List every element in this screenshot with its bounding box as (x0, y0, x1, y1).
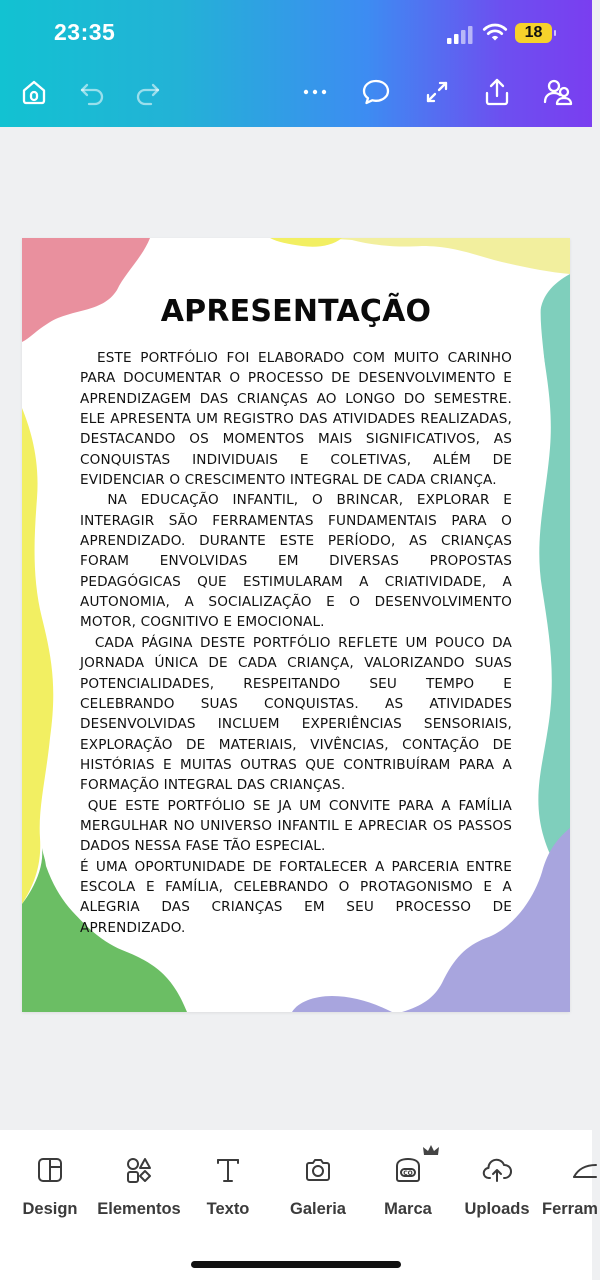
collaborate-button[interactable] (538, 72, 578, 112)
comment-button[interactable] (356, 72, 396, 112)
redo-icon (133, 77, 163, 107)
nav-label: Galeria (290, 1200, 346, 1218)
home-indicator (191, 1261, 401, 1268)
top-bar (0, 0, 592, 127)
nav-text[interactable] (193, 1152, 263, 1222)
design-icon (35, 1155, 65, 1185)
nav-uploads[interactable] (460, 1152, 534, 1222)
camera-icon (303, 1155, 333, 1185)
redo-button[interactable] (128, 72, 168, 112)
nav-label: Elementos (97, 1200, 181, 1218)
crown-icon (422, 1144, 440, 1158)
paragraph: QUE ESTE PORTFÓLIO SE JA UM CONVITE PARA A FAMÍLIA MERGULHAR NO UNIVERSO INFANTIL E APRECIAR OS PASSOS DADOS NESSA FASE TÃO ESPECIAL. (80, 797, 512, 855)
tools-icon (570, 1155, 600, 1185)
share-button[interactable] (477, 72, 517, 112)
nav-tools[interactable] (540, 1152, 598, 1222)
home-button[interactable] (14, 72, 54, 112)
home-icon (19, 77, 49, 107)
brand-icon (391, 1153, 425, 1187)
signal-icon (447, 26, 473, 44)
paragraph: ESTE PORTFÓLIO FOI ELABORADO COM MUITO CARINHO PARA DOCUMENTAR O PROCESSO DE DESENVOLVIMENTO E APRENDIZAGEM DAS CRIANÇAS AO LONGO DO SEMESTRE. ELE APRESENTA UM REGISTRO DAS ATIVIDADES REALIZADAS, DESTACANDO OS MOMENTOS MAIS SIGNIFICATIVOS, AS CONQUISTAS INDIVIDUAIS E COLETIVAS, ALÉM DE EVIDENCIAR O CRESCIMENTO INTEGRAL DE CADA CRIANÇA. (80, 350, 512, 489)
status-time: 23:35 (54, 19, 116, 45)
nav-label: Uploads (464, 1200, 530, 1218)
wifi-icon (482, 22, 508, 42)
expand-icon (422, 77, 452, 107)
share-icon (481, 76, 513, 108)
nav-label: Marca (384, 1200, 432, 1218)
undo-icon (77, 77, 107, 107)
more-button[interactable] (295, 72, 335, 112)
comment-icon (360, 76, 392, 108)
nav-label: Design (22, 1200, 78, 1218)
battery-indicator: 18 (515, 23, 552, 43)
nav-label: Texto (206, 1200, 250, 1218)
nav-design[interactable] (14, 1152, 86, 1222)
page-body-text (80, 348, 512, 938)
elements-icon (124, 1155, 154, 1185)
collaborate-icon (541, 75, 575, 109)
paragraph: CADA PÁGINA DESTE PORTFÓLIO REFLETE UM POUCO DA JORNADA ÚNICA DE CADA CRIANÇA, VALORIZANDO SUAS POTENCIALIDADES, RESPEITANDO SEU TEMPO E CELEBRANDO SUAS CONQUISTAS. AS ATIVIDADES DESENVOLVIDAS INCLUEM EXPERIÊNCIAS SENSORIAIS, EXPLORAÇÃO DE MATERIAIS, VIVÊNCIAS, CONTAÇÃO DE HISTÓRIAS E MUITAS OUTRAS QUE CONTRIBUÍRAM PARA A FORMAÇÃO INTEGRAL DAS CRIANÇAS. (80, 634, 512, 794)
page-title: APRESENTAÇÃO (160, 294, 432, 329)
svg-text:CO: CO (403, 1170, 413, 1177)
cloud-upload-icon (481, 1154, 513, 1186)
paragraph: NA EDUCAÇÃO INFANTIL, O BRINCAR, EXPLORAR E INTERAGIR SÃO FERRAMENTAS FUNDAMENTAIS PARA O APRENDIZADO. DURANTE ESTE PERÍODO, AS CRIANÇAS FORAM ENVOLVIDAS EM DIVERSAS PROPOSTAS PEDAGÓGICAS QUE ESTIMULARAM A CRIATIVIDADE, A AUTONOMIA, A SOCIALIZAÇÃO E O DESENVOLVIMENTO MOTOR, COGNITIVO E EMOCIONAL. (80, 492, 512, 631)
nav-gallery[interactable] (280, 1152, 356, 1222)
bottom-toolbar (0, 1130, 598, 1280)
undo-button[interactable] (72, 72, 112, 112)
text-icon (213, 1155, 243, 1185)
nav-brand[interactable] (372, 1152, 444, 1222)
paragraph: É UMA OPORTUNIDADE DE FORTALECER A PARCERIA ENTRE ESCOLA E FAMÍLIA, CELEBRANDO O PROTAGONISMO E A ALEGRIA DAS CRIANÇAS EM SEU PROCESSO DE APRENDIZADO. (80, 858, 512, 936)
nav-elements[interactable] (94, 1152, 184, 1222)
expand-button[interactable] (417, 72, 457, 112)
more-icon (300, 77, 330, 107)
nav-label: Ferram (542, 1200, 598, 1218)
design-page[interactable] (22, 238, 570, 1012)
